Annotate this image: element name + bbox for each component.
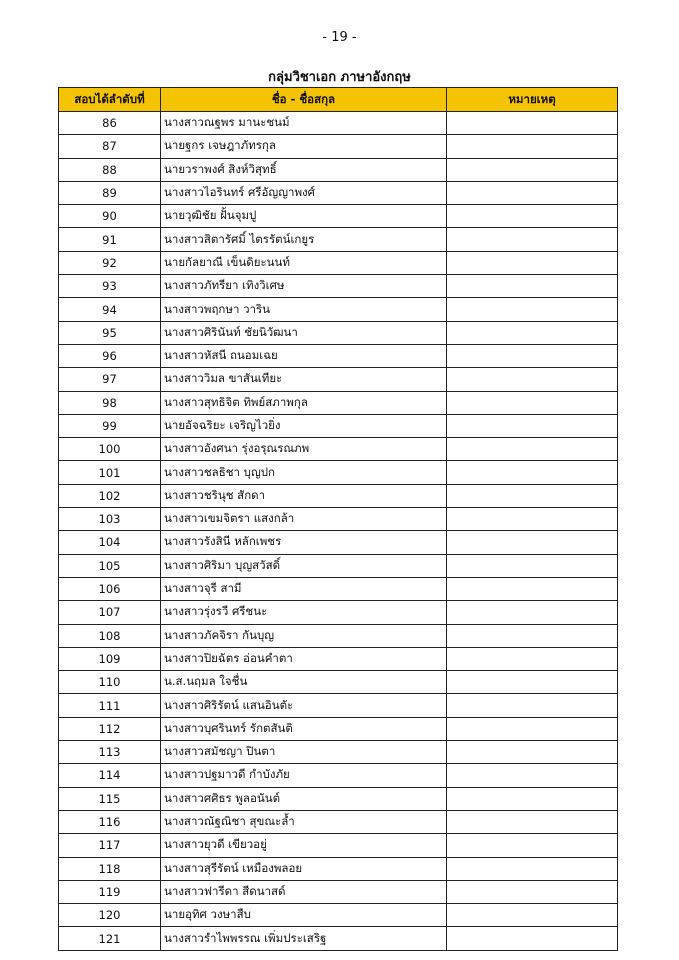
table-row (59, 741, 618, 764)
name-cell: นายฐกร เจษฎาภัทรกุล (161, 135, 447, 158)
table-row (59, 810, 618, 833)
rank-cell: 117 (59, 834, 161, 857)
table-row (59, 461, 618, 484)
name-cell: นางสาวสมัชญา ปินตา (161, 741, 447, 764)
table-row (59, 671, 618, 694)
rank-cell: 115 (59, 787, 161, 810)
note-cell (447, 391, 618, 414)
name-cell: นางสาวรำไพพรรณ เพิ่มประเสริฐ (161, 927, 447, 950)
note-cell (447, 158, 618, 181)
note-cell (447, 647, 618, 670)
table-row (59, 251, 618, 274)
table-row (59, 344, 618, 367)
rank-cell: 116 (59, 810, 161, 833)
group-title: กลุ่มวิชาเอก ภาษาอังกฤษ (268, 70, 411, 85)
rank-cell: 120 (59, 904, 161, 927)
name-cell: นายวราพงศ์ สิงห์วิสุทธิ์ (161, 158, 447, 181)
name-cell: น.ส.นฤมล ใจชื่น (161, 671, 447, 694)
note-cell (447, 438, 618, 461)
name-cell: นางสาวภัทรียา เทิงวิเศษ (161, 275, 447, 298)
note-cell (447, 368, 618, 391)
note-cell (447, 461, 618, 484)
rank-cell: 98 (59, 391, 161, 414)
name-cell: นางสาววิมล ขาสันเทียะ (161, 368, 447, 391)
rank-cell: 97 (59, 368, 161, 391)
rank-cell: 104 (59, 531, 161, 554)
rank-cell: 99 (59, 414, 161, 437)
note-cell (447, 484, 618, 507)
rank-cell: 109 (59, 647, 161, 670)
table-row (59, 787, 618, 810)
rank-cell: 100 (59, 438, 161, 461)
name-cell: นางสาวภัคจิรา กันบุญ (161, 624, 447, 647)
rank-cell: 88 (59, 158, 161, 181)
rank-cell: 90 (59, 205, 161, 228)
note-cell (447, 787, 618, 810)
name-cell: นางสาวไอรินทร์ ศรีอัญญาพงศ์ (161, 181, 447, 204)
table-row (59, 368, 618, 391)
table-row (59, 834, 618, 857)
table-row (59, 484, 618, 507)
note-cell (447, 601, 618, 624)
note-cell (447, 228, 618, 251)
table-row (59, 531, 618, 554)
note-cell (447, 181, 618, 204)
rank-cell: 93 (59, 275, 161, 298)
name-cell: นางสาวศิริรัตน์ แสนอินตัะ (161, 694, 447, 717)
name-cell: นางสาวหัสนี ถนอมเฉย (161, 344, 447, 367)
table-row (59, 438, 618, 461)
name-cell: นางสาวชลธิชา บุญปก (161, 461, 447, 484)
name-cell: นางสาวศศิธร พูลอนันต์ (161, 787, 447, 810)
rank-cell: 87 (59, 135, 161, 158)
note-cell (447, 251, 618, 274)
note-cell (447, 321, 618, 344)
note-cell (447, 904, 618, 927)
note-cell (447, 834, 618, 857)
header-row (59, 88, 618, 112)
note-cell (447, 764, 618, 787)
table-row (59, 717, 618, 740)
table-row (59, 158, 618, 181)
note-cell (447, 298, 618, 321)
header-rank: สอบได้ลำดับที่ (59, 88, 161, 112)
table-row (59, 228, 618, 251)
table-row (59, 694, 618, 717)
name-cell: นางสาวสิตารัศมิ์ ไตรรัตน์เกยูร (161, 228, 447, 251)
results-table (58, 87, 618, 951)
table-row (59, 647, 618, 670)
note-cell (447, 810, 618, 833)
table-row (59, 391, 618, 414)
note-cell (447, 344, 618, 367)
note-cell (447, 205, 618, 228)
header-note: หมายเหตุ (447, 88, 618, 112)
name-cell: นางสาวอังศนา รุ่งอรุณรณภพ (161, 438, 447, 461)
name-cell: นางสาวศิริมา บุญสวัสดิ์ (161, 554, 447, 577)
table-row (59, 298, 618, 321)
rank-cell: 111 (59, 694, 161, 717)
table-row (59, 275, 618, 298)
note-cell (447, 135, 618, 158)
note-cell (447, 694, 618, 717)
note-cell (447, 880, 618, 903)
rank-cell: 102 (59, 484, 161, 507)
note-cell (447, 624, 618, 647)
table-row (59, 577, 618, 600)
rank-cell: 119 (59, 880, 161, 903)
page-number: - 19 - (322, 30, 357, 45)
rank-cell: 112 (59, 717, 161, 740)
table-row (59, 414, 618, 437)
table-row (59, 554, 618, 577)
table-row (59, 624, 618, 647)
table-row (59, 321, 618, 344)
name-cell: นางสาวปฐมาวดี กำบังภัย (161, 764, 447, 787)
note-cell (447, 717, 618, 740)
name-cell: นางสาวยุวดี เขียวอยู่ (161, 834, 447, 857)
table-row (59, 927, 618, 950)
rank-cell: 101 (59, 461, 161, 484)
rank-cell: 107 (59, 601, 161, 624)
note-cell (447, 414, 618, 437)
table-row (59, 181, 618, 204)
note-cell (447, 112, 618, 135)
note-cell (447, 531, 618, 554)
note-cell (447, 741, 618, 764)
rank-cell: 114 (59, 764, 161, 787)
rank-cell: 121 (59, 927, 161, 950)
table-row (59, 135, 618, 158)
name-cell: นางสาวจุรี สามี (161, 577, 447, 600)
rank-cell: 106 (59, 577, 161, 600)
rank-cell: 118 (59, 857, 161, 880)
table-row (59, 904, 618, 927)
rank-cell: 94 (59, 298, 161, 321)
rank-cell: 92 (59, 251, 161, 274)
table-header (59, 88, 618, 112)
name-cell: นายอุทิศ วงษาสืบ (161, 904, 447, 927)
name-cell: นายอัจฉริยะ เจริญไวยิ่ง (161, 414, 447, 437)
note-cell (447, 577, 618, 600)
rank-cell: 95 (59, 321, 161, 344)
note-cell (447, 275, 618, 298)
note-cell (447, 857, 618, 880)
name-cell: นางสาวณัฐณิชา สุขณะล้ำ (161, 810, 447, 833)
note-cell (447, 671, 618, 694)
name-cell: นางสาวพฤกษา วาริน (161, 298, 447, 321)
name-cell: นางสาวณฐพร มานะชนม์ (161, 112, 447, 135)
rank-cell: 86 (59, 112, 161, 135)
rank-cell: 103 (59, 508, 161, 531)
name-cell: นางสาวชรินุช สักดา (161, 484, 447, 507)
note-cell (447, 508, 618, 531)
table-body (59, 112, 618, 951)
name-cell: นางสาวบุศรินทร์ รักตสันติ (161, 717, 447, 740)
name-cell: นางสาวศิรินันท์ ชัยนิวัฒนา (161, 321, 447, 344)
table-row (59, 601, 618, 624)
table-row (59, 205, 618, 228)
name-cell: นางสาวรุ่งรวี ศรีชนะ (161, 601, 447, 624)
rank-cell: 108 (59, 624, 161, 647)
name-cell: นางสาวสุรีรัตน์ เหมืองพลอย (161, 857, 447, 880)
table-row (59, 112, 618, 135)
note-cell (447, 927, 618, 950)
name-cell: นางสาวฟารีดา สีดนาสด์ (161, 880, 447, 903)
rank-cell: 105 (59, 554, 161, 577)
table-row (59, 508, 618, 531)
name-cell: นายวุฒิชัย ฝั้นจุมปู (161, 205, 447, 228)
table-row (59, 857, 618, 880)
rank-cell: 89 (59, 181, 161, 204)
name-cell: นายกัลยาณี เข็นดิยะนนท์ (161, 251, 447, 274)
note-cell (447, 554, 618, 577)
rank-cell: 113 (59, 741, 161, 764)
rank-cell: 110 (59, 671, 161, 694)
table-row (59, 764, 618, 787)
name-cell: นางสาวรังสินี หลักเพชร (161, 531, 447, 554)
name-cell: นางสาวสุทธิจิต ทิพย์สภาพกุล (161, 391, 447, 414)
name-cell: นางสาวปิยฉัตร อ่อนคำตา (161, 647, 447, 670)
rank-cell: 96 (59, 344, 161, 367)
name-cell: นางสาวเขมจิตรา แสงกล้า (161, 508, 447, 531)
table-row (59, 880, 618, 903)
header-name: ชื่อ - ชื่อสกุล (161, 88, 447, 112)
rank-cell: 91 (59, 228, 161, 251)
